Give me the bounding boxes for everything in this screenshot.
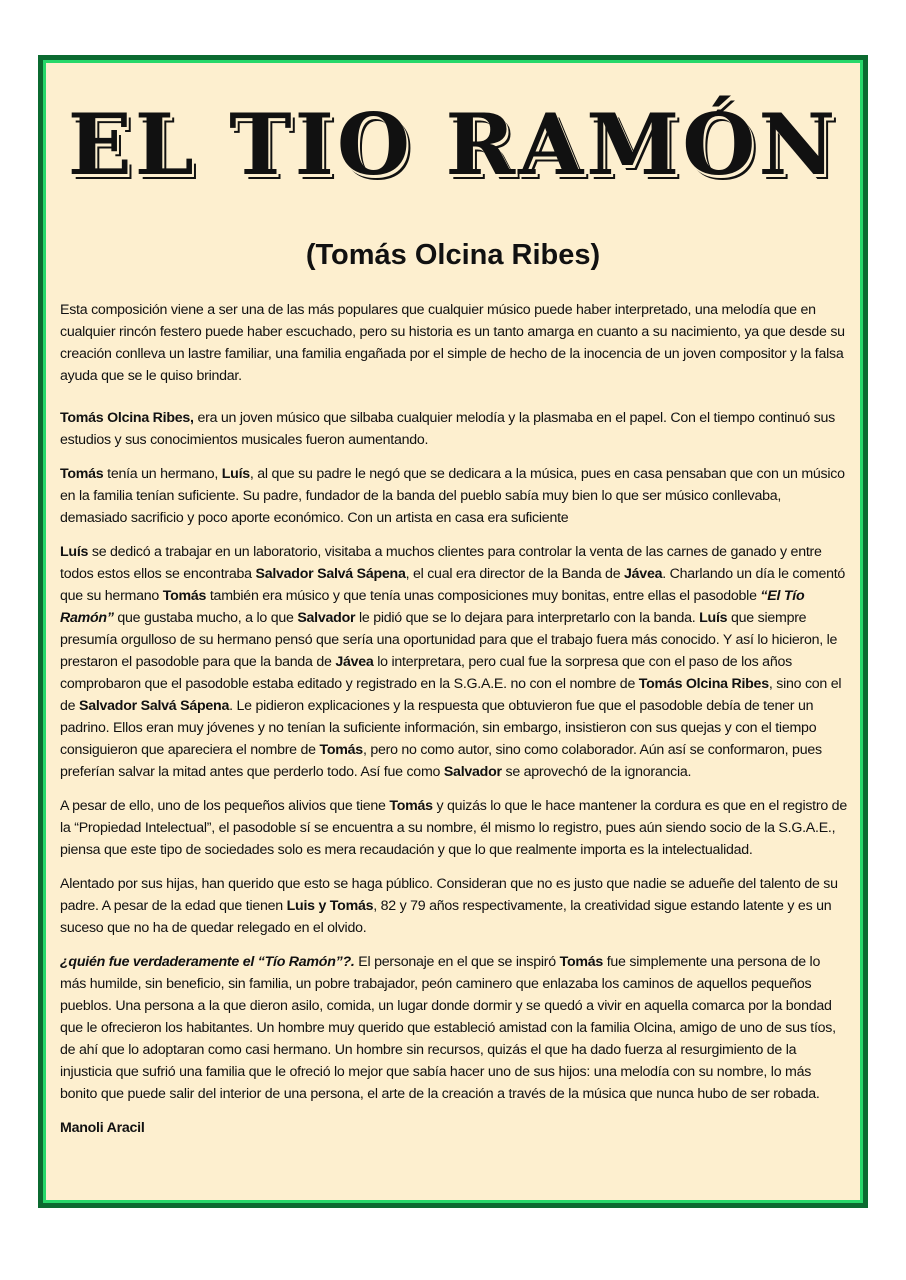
bold-text: Tomás (60, 466, 104, 482)
text-run: . Charlando un día le comentó que su hermano (60, 566, 846, 604)
bold-text: Jávea (624, 566, 663, 582)
bold-text: Luis y Tomás (286, 898, 374, 914)
text-run: A pesar de ello, uno de los pequeños alivios que tiene (60, 798, 390, 814)
document-title: EL TIO RAMÓN (67, 95, 839, 194)
page-border (38, 55, 868, 1208)
paragraph (60, 541, 848, 783)
bold-text: Luís (699, 610, 728, 626)
bold-text: Salvador (443, 764, 502, 780)
bold-text: Luís (221, 466, 250, 482)
text-run: Esta composición viene a ser una de las más populares que cualquier músico puede haber interpretado, una melodía que en cualquier rincón festero puede haber escuchado, pero su historia es un tanto amarga en cuanto a su nacimiento, ya que desde su creación conlleva un lastre familiar, una familia engañada por el simple de hecho de la inocencia de un joven compositor y la falsa ayuda que se le quiso brindar. (60, 302, 845, 384)
bold-text: Salvador Salvá Sápena (255, 566, 406, 582)
bold-text: Luís (60, 544, 89, 560)
text-run: se aprovechó de la ignorancia. (501, 764, 692, 780)
text-run: , pero no como autor, sino como colaborador. Aún así se conformaron, pues preferían salvar la mitad antes que perderlo todo. Así fue como (60, 742, 822, 780)
bold-text: ¿quién fue verdaderamente el “Tío Ramón”?. (60, 954, 355, 970)
text-run: Alentado por sus hijas, han querido que esto se haga público. Consideran que no es justo que nadie se adueñe del talento de su padre. A pesar de la edad que tienen (60, 876, 838, 914)
document-subtitle: (Tomás Olcina Ribes) (305, 239, 601, 271)
text-run: le pidió que se lo dejara para interpretarlo con la banda. (355, 610, 700, 626)
text-run: fue simplemente una persona de lo más humilde, sin beneficio, sin familia, un pobre trabajador, peón caminero que enlazaba los caminos de aquellos pequeños pueblos. Una persona a la que dieron asilo, comida, un lugar donde dormir y se quedó a vivir en aquella comarca por la bondad que le ofrecieron los habitantes. Un hombre muy querido que estableció amistad con la familia Olcina, amigo de uno de sus tíos, de ahí que lo adoptaran como casi hermano. Un hombre sin recursos, quizás el que ha dado fuerza al resurgimiento de la injusticia que sufrió una familia que le ofreció lo mejor que sabía hacer uno de sus hijos: una melodía con su nombre, lo más bonito que puede salir del interior de una persona, el arte de la creación a través de la música que nunca hubo de ser robada. (60, 954, 836, 1102)
text-run: , sino con el de (60, 676, 842, 714)
bold-text: Tomás (389, 798, 433, 814)
text-run: que gustaba mucho, a lo que (113, 610, 298, 626)
article-body (60, 299, 848, 1151)
bold-text: Jávea (335, 654, 374, 670)
paragraphs (60, 299, 848, 1105)
text-run: El personaje en el que se inspiró (354, 954, 560, 970)
bold-text: Salvador (297, 610, 356, 626)
text-run: , el cual era director de la Banda de (405, 566, 625, 582)
text-run: y quizás lo que le hace mantener la cordura es que en el registro de la “Propiedad Intelectual”, el pasodoble sí se encuentra a su nombre, él mismo lo registro, pues aún siendo socio de la S.G.A.E., piensa que este tipo de sociedades solo es mera recaudación y que lo que realmente importa es la intelectualidad. (60, 798, 847, 858)
text-run: que siempre presumía orgulloso de su hermano pensó que sería una oportunidad para que el trabajo fuera más conocido. Y así lo hicieron, le prestaron el pasodoble para que la banda de (60, 610, 838, 670)
paragraph (60, 873, 848, 939)
text-run: se dedicó a trabajar en un laboratorio, visitaba a muchos clientes para controlar la venta de las carnes de ganado y entre todos estos ellos se encontraba (60, 544, 822, 582)
text-run: era un joven músico que silbaba cualquier melodía y la plasmaba en el papel. Con el tiempo continuó sus estudios y sus conocimientos musicales fueron aumentando. (60, 410, 835, 448)
text-run: , 82 y 79 años respectivamente, la creatividad sigue estando latente y es un suceso que no ha de quedar relegado en el olvido. (60, 898, 832, 936)
paragraph (60, 463, 848, 529)
text-run: también era músico y que tenía unas composiciones muy bonitas, entre ellas el pasodoble (206, 588, 761, 604)
bold-text: Tomás Olcina Ribes (638, 676, 769, 692)
document-page (43, 60, 863, 1203)
text-run: , al que su padre le negó que se dedicara a la música, pues en casa pensaban que con un músico en la familia tenían suficiente. Su padre, fundador de la banda del pueblo sabía muy bien lo que ser músico conllevaba, demasiado sacrificio y poco aporte económico. Con un artista en casa era suficiente (60, 466, 845, 526)
paragraph (60, 299, 848, 387)
text-run: lo interpretara, pero cual fue la sorpresa que con el paso de los años comprobaron que el pasodoble estaba editado y registrado en la S.G.A.E. no con el nombre de (60, 654, 792, 692)
bold-text: “El Tío Ramón” (60, 588, 805, 626)
bold-text: Tomás Olcina Ribes, (60, 410, 194, 426)
bold-text: Tomás (319, 742, 363, 758)
bold-text: Tomás (559, 954, 604, 970)
paragraph (60, 951, 848, 1105)
signature: Manoli Aracil (60, 1120, 145, 1136)
text-run: tenía un hermano, (103, 466, 222, 482)
bold-text: Tomás (162, 588, 207, 604)
text-run: . Le pidieron explicaciones y la respuesta que obtuvieron fue que el pasodoble debía de tener un padrino. Ellos eran muy jóvenes y no tenían la suficiente información, sin embargo, insistieron con sus quejas y con el tiempo consiguieron que apareciera el nombre de (60, 698, 817, 758)
bold-text: Salvador Salvá Sápena (78, 698, 230, 714)
paragraph (60, 795, 848, 861)
paragraph (60, 407, 848, 451)
